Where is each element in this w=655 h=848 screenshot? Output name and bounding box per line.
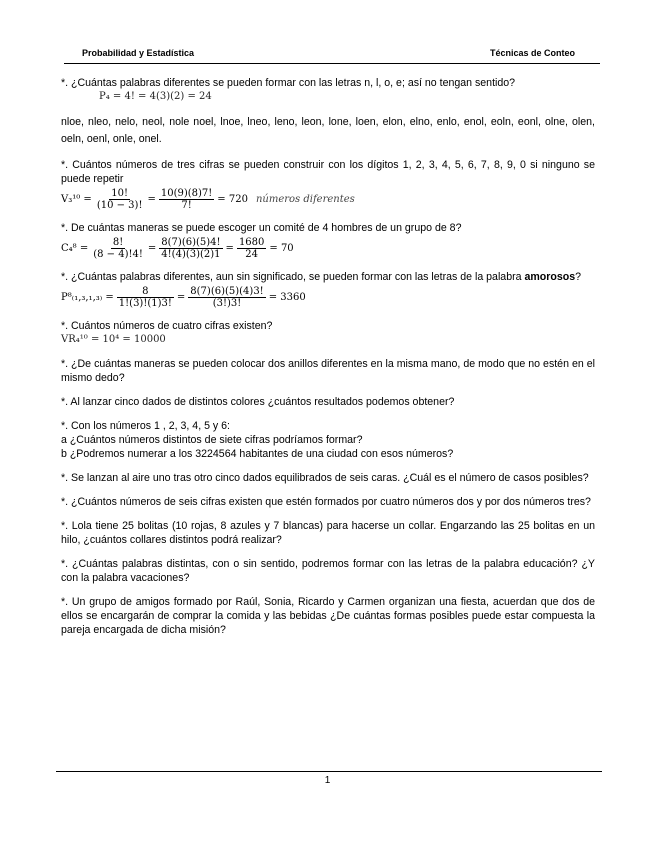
exercise-11: [61, 519, 595, 547]
fraction-3: $\frac{1680}{24}$: [238, 237, 265, 260]
exercise-9: [61, 471, 595, 485]
exercise-5: [61, 319, 595, 347]
fraction-1: $\frac{8!}{(8 - 4)!4!}$: [93, 237, 143, 260]
exercise-13-text: *. Un grupo de amigos formado por Raúl, Sonia, Ricardo y Carmen organizan una fiesta, acuerdan que dos de ellos se encargarán de comprar la comida y las bebidas ¿De cuántas formas posibles puede estar compuesta la pareja encargada de dicha misión?: [61, 596, 595, 636]
fraction-2: $\frac{8(7)(6)(5)(4)3!}{(3!)3!}$: [190, 286, 264, 309]
footer-rule: [56, 771, 602, 772]
formula-result: = 70: [269, 242, 294, 254]
page-number: 1: [324, 775, 331, 786]
header-course-title: Probabilidad y Estadística: [82, 48, 195, 58]
exercise-7: [61, 395, 595, 409]
exercise-4: [61, 270, 595, 309]
highlighted-word: amorosos: [524, 271, 576, 283]
formula-lhs: P⁸₍₁,₃,₁,₃₎ =: [61, 291, 114, 303]
exercise-8: [61, 419, 595, 461]
exercise-6: [61, 357, 595, 385]
exercise-12-text: *. ¿Cuántas palabras distintas, con o sin sentido, podremos formar con las letras de la palabra educación? ¿Y con la palabra vacaciones?: [61, 558, 595, 584]
exercise-5-formula: VR₄¹⁰ = 10⁴ = 10000: [61, 334, 166, 345]
exercise-10: [61, 495, 595, 509]
exercise-5-text: *. Cuántos números de cuatro cifras existen?: [61, 320, 273, 332]
fraction-1: $\frac{8}{1!(3)!(1)3!}$: [118, 286, 172, 309]
header-chapter-title: Técnicas de Conteo: [489, 48, 575, 58]
exercise-2: [61, 158, 595, 211]
exercise-3-formula: C₄⁸ = $\frac{8!}{(8 - 4)!4!}$ = $\frac{8(7)(6)(5)4!}{4!(4)(3)(2)1}$ = $\frac{1680}{24}$ = 70: [61, 237, 294, 260]
exercise-2-text: *. Cuántos números de tres cifras se pueden construir con los dígitos 1, 2, 3, 4, 5, 6, 7, 8, 9, 0 si ninguno se puede repetir: [61, 159, 595, 185]
fraction-1: $\frac{10!}{(10 - 3)!}$: [96, 188, 143, 211]
exercise-1-answer: nloe, nleo, nelo, neol, nole noel, lnoe, lneo, leno, leon, lone, loen, elon, elno, enlo, enol, eoln, eonl, olne, olen, oeln, oenl, onle, onel.: [61, 116, 595, 145]
exercise-3: [61, 221, 595, 260]
formula-note: números diferentes: [255, 193, 355, 205]
exercise-8-part-b: b ¿Podremos numerar a los 3224564 habitantes de una ciudad con esos números?: [61, 448, 454, 460]
exercise-10-text: *. ¿Cuántos números de seis cifras existen que estén formados por cuatro números dos y por dos números tres?: [61, 496, 591, 508]
exercise-list: [61, 76, 595, 647]
exercise-4-formula: P⁸₍₁,₃,₁,₃₎ = $\frac{8}{1!(3)!(1)3!}$ = $\frac{8(7)(6)(5)(4)3!}{(3!)3!}$ = 3360: [61, 286, 306, 309]
formula-result: = 720: [217, 193, 248, 205]
header-rule: [64, 63, 600, 64]
exercise-1: [61, 76, 595, 148]
exercise-2-formula: V₃¹⁰ = $\frac{10!}{(10 - 3)!}$ = $\frac{10(9)(8)7!}{7!}$ = 720 números diferentes: [61, 188, 355, 211]
exercise-1-text: *. ¿Cuántas palabras diferentes se pueden formar con las letras n, l, o, e; así no tengan sentido?: [61, 77, 516, 89]
formula-lhs: C₄⁸ =: [61, 242, 89, 254]
exercise-1-formula: P₄ = 4! = 4(3)(2) = 24: [99, 91, 212, 102]
fraction-2: $\frac{10(9)(8)7!}{7!}$: [160, 188, 213, 211]
exercise-9-text: *. Se lanzan al aire uno tras otro cinco dados equilibrados de seis caras. ¿Cuál es el número de casos posibles?: [61, 472, 589, 484]
exercise-11-text: *. Lola tiene 25 bolitas (10 rojas, 8 azules y 7 blancas) para hacerse un collar. Engarzando las 25 bolitas en un hilo, ¿cuántos collares distintos podrá realizar?: [61, 520, 595, 546]
formula-result: = 3360: [268, 291, 306, 303]
exercise-8-part-a: a ¿Cuántos números distintos de siete cifras podríamos formar?: [61, 434, 363, 446]
exercise-8-text: *. Con los números 1 , 2, 3, 4, 5 y 6:: [61, 420, 230, 432]
exercise-12: [61, 557, 595, 585]
fraction-2: $\frac{8(7)(6)(5)4!}{4!(4)(3)(2)1}$: [161, 237, 221, 260]
exercise-7-text: *. Al lanzar cinco dados de distintos colores ¿cuántos resultados podemos obtener?: [61, 396, 455, 408]
formula-lhs: V₃¹⁰ =: [61, 193, 92, 205]
exercise-13: [61, 595, 595, 637]
exercise-3-text: *. De cuántas maneras se puede escoger un comité de 4 hombres de un grupo de 8?: [61, 222, 462, 234]
exercise-6-text: *. ¿De cuántas maneras se pueden colocar dos anillos diferentes en la misma mano, de modo que no estén en el mismo dedo?: [61, 358, 595, 384]
exercise-4-text: *. ¿Cuántas palabras diferentes, aun sin significado, se pueden formar con las letras de la palabra amorosos?: [61, 271, 581, 283]
